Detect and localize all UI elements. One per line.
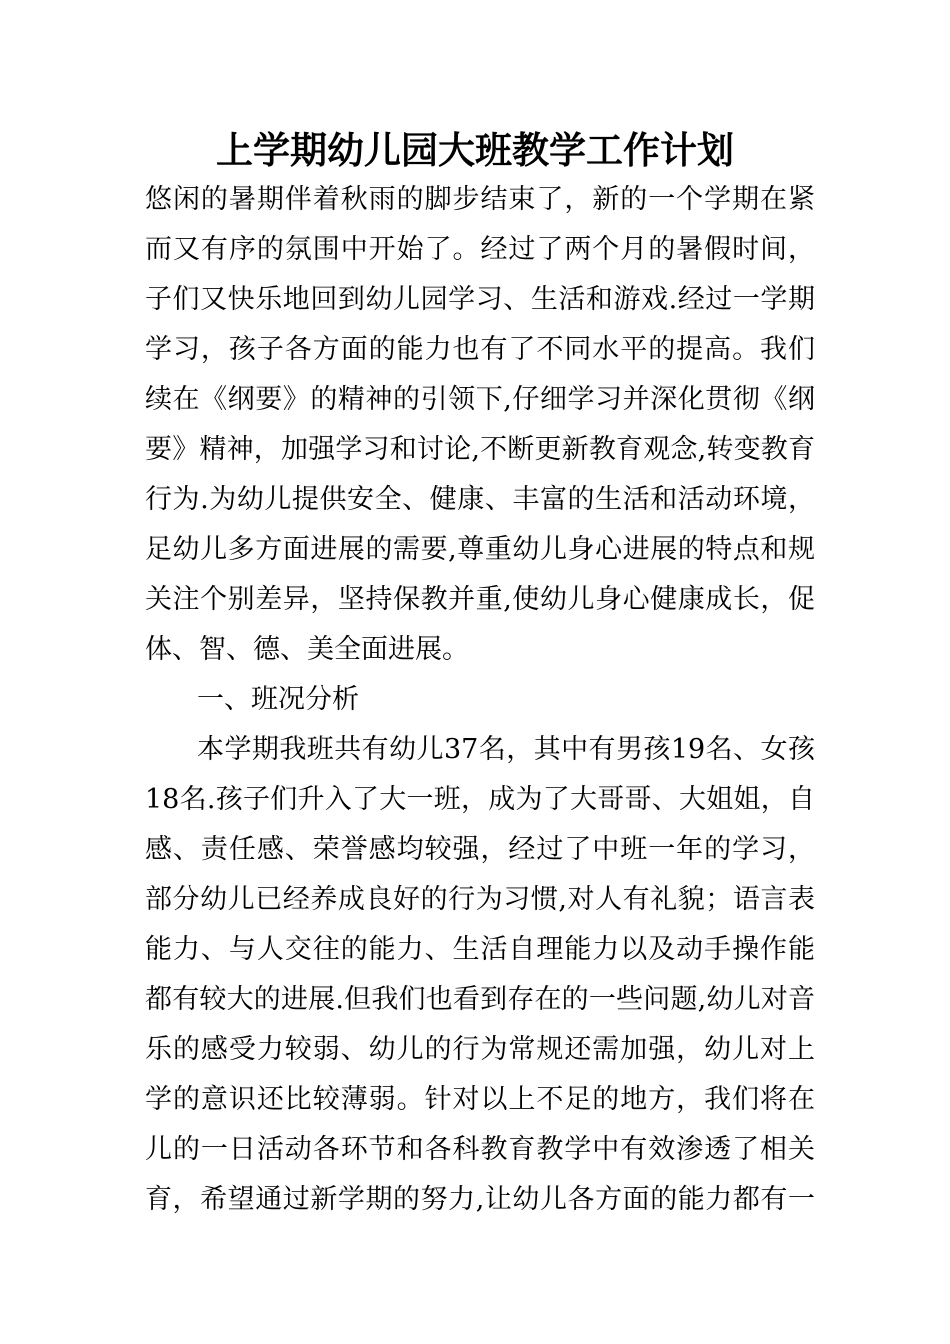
paragraph-line: 悠闲的暑期伴着秋雨的脚步结束了，新的一个学期在紧 [145,184,815,215]
paragraph-line: 要》精神，加强学习和讨论,不断更新教育观念,转变教育 [145,434,815,465]
paragraph-line: 体、智、德、美全面进展。 [145,634,469,665]
paragraph-line: 部分幼儿已经养成良好的行为习惯,对人有礼貌；语言表 [145,884,815,915]
paragraph-line: 感、责任感、荣誉感均较强，经过了中班一年的学习， [145,834,815,865]
paragraph-line: 育，希望通过新学期的努力,让幼儿各方面的能力都有一 [145,1184,815,1215]
paragraph-line: 子们又快乐地回到幼儿园学习、生活和游戏.经过一学期 [145,284,815,315]
paragraph-line: 乐的感受力较弱、幼儿的行为常规还需加强，幼儿对上 [145,1034,815,1065]
paragraph-line: 本学期我班共有幼儿37名，其中有男孩19名、女孩 [197,734,815,765]
paragraph-line: 足幼儿多方面进展的需要,尊重幼儿身心进展的特点和规 [145,534,815,565]
paragraph-line: 续在《纲要》的精神的引领下,仔细学习并深化贯彻《纲 [145,384,815,415]
paragraph-line: 儿的一日活动各环节和各科教育教学中有效渗透了相关 [145,1134,815,1165]
paragraph-line: 学的意识还比较薄弱。针对以上不足的地方，我们将在 [145,1084,815,1115]
paragraph-line: 而又有序的氛围中开始了。经过了两个月的暑假时间， [145,234,815,265]
document-title: 上学期幼儿园大班教学工作计划 [216,128,734,172]
paragraph-line: 行为.为幼儿提供安全、健康、丰富的生活和活动环境， [145,484,815,515]
paragraph-line: 都有较大的进展.但我们也看到存在的一些问题,幼儿对音 [145,984,815,1015]
paragraph-line: 关注个别差异，坚持保教并重,使幼儿身心健康成长，促 [145,584,815,615]
paragraph-line: 学习，孩子各方面的能力也有了不同水平的提高。我们 [145,334,815,365]
paragraph-line: 能力、与人交往的能力、生活自理能力以及动手操作能 [145,934,815,965]
paragraph-line: 18名.孩子们升入了大一班，成为了大哥哥、大姐姐，自 [145,784,815,815]
section-heading: 一、班况分析 [197,684,359,715]
